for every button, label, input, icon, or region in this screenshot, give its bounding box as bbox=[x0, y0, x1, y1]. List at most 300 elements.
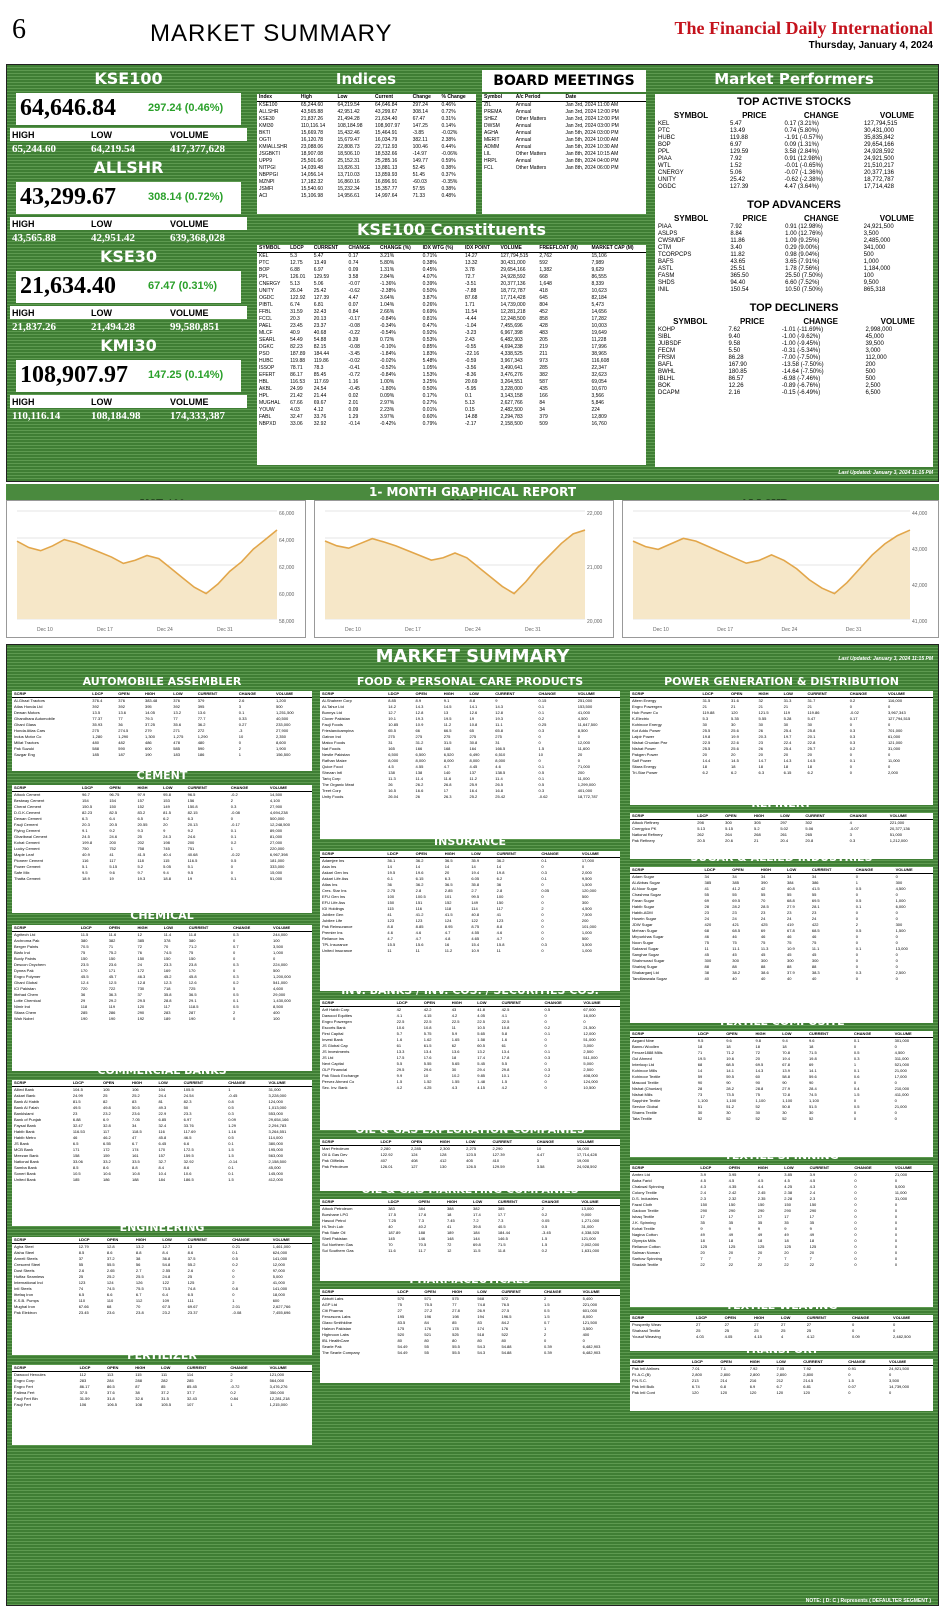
table-cell: 1.04% bbox=[379, 302, 395, 308]
table-cell: Frieslandcampina bbox=[322, 728, 354, 733]
table-cell: 18 bbox=[731, 764, 736, 769]
sector-spinning bbox=[630, 1165, 933, 1307]
table-cell: 6,482,903 bbox=[500, 337, 523, 343]
decliners-title: TOP DECLINERS bbox=[749, 302, 839, 314]
sector-table-transport bbox=[630, 1359, 933, 1396]
table-cell: 11,000 bbox=[577, 776, 590, 781]
column-header: CHANGE bbox=[230, 1237, 270, 1244]
table-cell: 1,100 bbox=[755, 1098, 766, 1103]
table-cell: 19 bbox=[187, 876, 193, 881]
table-cell: 4.47 bbox=[536, 1152, 545, 1157]
table-cell: -0.15 (-6.49%) bbox=[781, 390, 821, 396]
table-cell: 150 bbox=[387, 900, 395, 905]
table-cell: 7.92 bbox=[730, 224, 743, 230]
table-cell: 198 bbox=[452, 1314, 459, 1319]
table-cell: Nagina Cotton bbox=[632, 1232, 658, 1237]
decliner-row bbox=[655, 376, 933, 383]
table-cell: 275 bbox=[388, 734, 395, 739]
column-header: LOW bbox=[467, 691, 493, 698]
table-cell: 297.24 bbox=[412, 102, 428, 108]
table-cell: 13.32 bbox=[464, 260, 478, 266]
index-label: HIGH bbox=[12, 396, 35, 407]
table-cell: 14.4 bbox=[702, 758, 711, 763]
table-cell: Al-Noor Sugar bbox=[632, 886, 658, 891]
table-cell: Cherat Cement bbox=[14, 804, 42, 809]
table-cell: Gadoon Textile bbox=[632, 1208, 659, 1213]
table-cell: 290 bbox=[728, 1208, 736, 1213]
table-cell: 300 bbox=[725, 820, 732, 825]
table-cell: 298 bbox=[697, 820, 704, 825]
table-cell: 395 bbox=[197, 704, 205, 709]
column-header: OPEN bbox=[414, 691, 442, 698]
table-cell: Intl Steels bbox=[14, 1286, 32, 1291]
index-value-box bbox=[16, 271, 241, 303]
table-cell: OLP Financial bbox=[322, 1067, 348, 1072]
table-cell: 18,772,787 bbox=[500, 288, 526, 294]
table-cell: 69.67 bbox=[313, 400, 327, 406]
table-cell: 190 bbox=[80, 1016, 88, 1021]
table-cell: 271 bbox=[173, 728, 180, 733]
table-cell: 0.5 bbox=[544, 1007, 551, 1012]
table-cell: 9.7 bbox=[137, 870, 144, 875]
table-cell: 68.8 bbox=[786, 898, 795, 903]
table-cell: 36.2 bbox=[197, 722, 206, 727]
index-row bbox=[257, 102, 476, 110]
table-cell: 0 bbox=[889, 1390, 892, 1395]
table-cell: 4.2 bbox=[451, 1013, 458, 1018]
table-cell: 1.5 bbox=[501, 1079, 508, 1084]
index-row bbox=[257, 186, 476, 193]
table-cell: 118.5 bbox=[131, 1129, 142, 1134]
table-cell: 54.49 bbox=[397, 1344, 408, 1349]
table-cell: 4.07% bbox=[422, 274, 437, 280]
table-cell: 186 bbox=[197, 752, 205, 757]
table-cell: 500 bbox=[863, 252, 874, 258]
column-header: Change bbox=[411, 94, 440, 102]
table-cell: 4 bbox=[849, 820, 852, 825]
table-cell: Kohinoor Mills bbox=[632, 1068, 658, 1073]
table-cell: 0 bbox=[544, 1085, 547, 1090]
table-cell: 23.45 bbox=[290, 323, 303, 329]
table-cell: 35.6 bbox=[173, 722, 182, 727]
table-cell: 2.16 bbox=[728, 390, 741, 396]
table-cell: 421 bbox=[732, 922, 739, 927]
sector-banks bbox=[12, 1080, 312, 1226]
table-cell: 7.92 bbox=[803, 1366, 812, 1371]
table-cell: 67.47 bbox=[412, 116, 426, 122]
table-cell: 23.2 bbox=[102, 1111, 111, 1116]
table-cell: 2 bbox=[232, 1280, 235, 1285]
table-cell: 24.99 bbox=[72, 1093, 83, 1098]
table-cell: Masood Textile bbox=[632, 1080, 659, 1085]
table-cell: 41.2 bbox=[732, 886, 741, 891]
table-cell: 1,100 bbox=[782, 1098, 793, 1103]
table-cell: 4.35 bbox=[728, 1184, 737, 1189]
table-cell: 3,143,158 bbox=[500, 393, 523, 399]
table-cell: MERIT bbox=[484, 137, 500, 143]
table-cell: 5.80% bbox=[379, 260, 395, 266]
table-cell: -0.42% bbox=[379, 421, 396, 427]
table-cell: 23.45 bbox=[78, 1310, 89, 1315]
table-cell: 2,482,500 bbox=[500, 407, 523, 413]
table-cell: 188 bbox=[131, 1177, 139, 1182]
table-cell: 37.5 bbox=[79, 1390, 88, 1395]
table-cell: 94.40 bbox=[730, 280, 746, 286]
table-cell: 77 bbox=[173, 716, 178, 721]
table-cell: -0.2 bbox=[230, 792, 238, 797]
table-cell: 5.5 bbox=[396, 1061, 403, 1066]
table-cell: 6.9 bbox=[102, 1117, 109, 1122]
table-cell: 75 bbox=[811, 940, 817, 945]
column-header: VOLUME bbox=[579, 1199, 620, 1206]
table-cell: 23.6 bbox=[131, 1111, 140, 1116]
table-cell: 20 bbox=[757, 1250, 763, 1255]
table-cell: 0.3 bbox=[232, 974, 239, 979]
table-cell: 46.2 bbox=[102, 1135, 111, 1140]
table-cell: 23.5 bbox=[80, 962, 89, 967]
table-cell: 125 bbox=[809, 1244, 817, 1249]
table-cell: 2,500 bbox=[583, 1049, 594, 1054]
column-header: LDCP bbox=[288, 245, 312, 253]
table-cell: Kohat Textile bbox=[632, 1226, 655, 1231]
table-cell: Habib Bank bbox=[14, 1129, 35, 1134]
table-cell: 69 bbox=[808, 1062, 814, 1067]
index-value-box bbox=[16, 182, 241, 214]
table-cell: 9.1 bbox=[82, 828, 88, 833]
table-cell: 13.6 bbox=[451, 1049, 460, 1054]
table-cell: NBPXD bbox=[259, 421, 277, 427]
table-cell: -0.59 bbox=[464, 358, 477, 364]
table-cell: 96.7 bbox=[82, 792, 90, 797]
table-cell: 117 bbox=[102, 1129, 110, 1134]
table-cell: 50.8 bbox=[782, 1104, 790, 1109]
table-cell: 0 bbox=[238, 740, 241, 745]
table-cell: 11 bbox=[387, 948, 392, 953]
table-cell: 26.5 bbox=[495, 782, 504, 787]
table-cell: 210,000 bbox=[894, 1086, 910, 1091]
index-labels bbox=[10, 395, 247, 408]
table-cell: 5.55 bbox=[758, 716, 767, 721]
table-cell: 117 bbox=[496, 906, 504, 911]
table-cell: 221,000 bbox=[582, 1302, 598, 1307]
table-cell: 30 bbox=[702, 722, 707, 727]
table-cell: 10.8 bbox=[469, 722, 478, 727]
table-cell: 0.1 bbox=[849, 758, 856, 763]
constituent-row bbox=[257, 365, 646, 372]
board-meetings-panel bbox=[482, 94, 646, 214]
table-cell: 12,000 bbox=[272, 1262, 285, 1267]
table-cell: 17,282 bbox=[591, 316, 607, 322]
table-cell: 28.1 bbox=[811, 904, 820, 909]
table-cell: 167.90 bbox=[728, 362, 747, 368]
table-cell: 39,500 bbox=[865, 341, 884, 347]
table-cell: Jan 3rd, 2024 12:00 PM bbox=[565, 116, 619, 122]
table-cell: 383 bbox=[388, 1206, 395, 1211]
table-cell: 4.65 bbox=[471, 936, 480, 941]
table-cell: 21,000 bbox=[894, 1172, 908, 1177]
table-cell: 5.1 bbox=[187, 864, 194, 869]
table-cell: 20.4 bbox=[780, 838, 789, 843]
table-cell: 26.9 bbox=[477, 1308, 486, 1313]
column-header: HIGH bbox=[130, 1080, 156, 1087]
table-cell: 1.5 bbox=[848, 1378, 854, 1383]
index-label: HIGH bbox=[12, 129, 35, 140]
table-cell: 9.6 bbox=[726, 1038, 732, 1043]
table-cell: 121.5 bbox=[758, 710, 769, 715]
table-cell: 0.3 bbox=[849, 838, 856, 843]
table-cell: Al-Ghazi Tractors bbox=[14, 698, 45, 703]
table-cell: 47 bbox=[131, 1135, 137, 1140]
table-cell: 37.9 bbox=[786, 970, 795, 975]
table-cell: 33.76 bbox=[183, 1123, 194, 1128]
table-cell: 82,184 bbox=[591, 295, 607, 301]
table-cell: 7 bbox=[784, 1256, 787, 1261]
table-cell: -7.88 bbox=[464, 288, 477, 294]
table-cell: 0 bbox=[230, 864, 234, 869]
table-cell: 9.4 bbox=[782, 1038, 788, 1043]
table-cell: 54.3 bbox=[477, 1350, 486, 1355]
meeting-row bbox=[482, 109, 646, 116]
table-cell: 30 bbox=[808, 1110, 814, 1115]
active-row bbox=[655, 128, 933, 135]
table-cell: 2,294,783 bbox=[500, 414, 523, 420]
table-cell: 17,996 bbox=[591, 344, 607, 350]
column-header: CURRENT bbox=[810, 867, 854, 874]
table-cell: -14.97 bbox=[412, 151, 427, 157]
table-cell: 20 bbox=[702, 752, 707, 757]
table-cell: 69.5 bbox=[732, 898, 741, 903]
table-cell: Annual bbox=[515, 102, 532, 108]
table-cell: -0.02 bbox=[348, 358, 360, 364]
table-cell: 12,000 bbox=[583, 1031, 596, 1036]
table-cell: 146.5 bbox=[497, 1236, 508, 1241]
table-cell: 59.6 bbox=[808, 1074, 817, 1079]
table-cell: 9.5 bbox=[187, 870, 194, 875]
column-header: VOLUME bbox=[267, 1080, 312, 1087]
table-cell: 288 bbox=[135, 1378, 142, 1383]
table-cell: 0 bbox=[849, 752, 852, 757]
column-header: HIGH bbox=[752, 1315, 779, 1322]
table-cell: 7.92 bbox=[730, 156, 742, 162]
table-cell: 2.35 bbox=[757, 1196, 766, 1201]
header-row bbox=[655, 316, 933, 327]
table-cell: Indus Motor Co bbox=[14, 734, 42, 739]
table-cell: 21,000 bbox=[894, 1068, 907, 1073]
index-label: VOLUME bbox=[170, 307, 209, 318]
table-cell: Archroma Pak bbox=[14, 938, 40, 943]
table-cell: 127.39 bbox=[730, 184, 749, 190]
table-cell: 21,500 bbox=[583, 1025, 596, 1030]
table-cell: 10.9 bbox=[471, 948, 480, 953]
table-cell: 32.92 bbox=[183, 1159, 194, 1164]
table-cell: 1.6 bbox=[396, 1037, 403, 1042]
table-cell: 0 bbox=[855, 952, 859, 957]
sector-title-textile: TEXTILE COMPOSITE bbox=[718, 1015, 845, 1028]
table-cell: 5.13 bbox=[290, 281, 300, 287]
table-cell: 19,000 bbox=[576, 1158, 590, 1163]
table-cell: 149 bbox=[471, 900, 479, 905]
table-cell: 6.74 bbox=[691, 1384, 700, 1389]
table-cell: 39.8 bbox=[473, 1224, 481, 1229]
table-cell: 18 bbox=[726, 1044, 731, 1049]
table-cell: Saif Power bbox=[632, 758, 652, 763]
table-cell: 1,000 bbox=[863, 259, 879, 265]
table-cell: 10 bbox=[538, 752, 543, 757]
table-cell: 25.6 bbox=[731, 746, 739, 751]
table-cell: 0 bbox=[541, 864, 544, 869]
table-cell: 0.38% bbox=[441, 165, 456, 171]
table-cell: 20.1 bbox=[807, 734, 816, 739]
table-cell: 49 bbox=[728, 1232, 734, 1237]
table-cell: 20 bbox=[784, 1250, 789, 1255]
column-header: CHANGE bbox=[846, 1359, 887, 1366]
table-cell: 122 bbox=[471, 918, 479, 923]
table-cell: 82.3 bbox=[183, 1099, 192, 1104]
table-cell: 11.3 bbox=[388, 776, 396, 781]
table-cell: 90 bbox=[726, 1080, 731, 1085]
table-cell: 112 bbox=[135, 1298, 143, 1303]
column-header: CURRENT bbox=[493, 691, 536, 698]
table-cell: 522 bbox=[501, 1332, 509, 1337]
table-cell: 23 bbox=[760, 910, 766, 915]
indices-table bbox=[257, 94, 476, 200]
table-cell: 13,000 bbox=[581, 1206, 594, 1211]
table-cell: 19.5 bbox=[697, 1056, 706, 1061]
table-cell: 385 bbox=[137, 938, 145, 943]
constituent-row bbox=[257, 330, 646, 337]
top-updated-note: Last Updated: January 3, 2024 11:15 PM bbox=[838, 470, 933, 476]
x-tick-label: Dec 10 bbox=[345, 627, 361, 633]
x-tick-label: Dec 24 bbox=[781, 627, 798, 633]
table-cell: 20.3 bbox=[758, 734, 767, 739]
table-cell: 14,739,000 bbox=[889, 1384, 910, 1389]
table-cell: 17.7 bbox=[497, 1212, 506, 1217]
table-cell: 350,000 bbox=[269, 1390, 285, 1395]
table-cell: 2.38% bbox=[441, 137, 456, 143]
table-cell: 124 bbox=[444, 918, 452, 923]
table-cell: 14,500 bbox=[269, 792, 283, 797]
table-cell: 21 bbox=[754, 838, 759, 843]
table-cell: 282 bbox=[161, 1378, 168, 1383]
table-cell: 750 bbox=[82, 846, 89, 851]
table-cell: 123 bbox=[387, 918, 395, 923]
index-label: LOW bbox=[91, 396, 112, 407]
table-cell: 3 bbox=[238, 704, 241, 709]
table-cell: 7.1 bbox=[720, 1366, 726, 1371]
index-stat: 42,951.42 bbox=[91, 232, 135, 244]
column-header: CHANGE bbox=[848, 813, 888, 820]
table-cell: 70 bbox=[163, 944, 169, 949]
table-cell: 0.17 bbox=[348, 253, 359, 259]
table-cell: Other Matters bbox=[515, 165, 547, 171]
table-cell: 4.45 bbox=[469, 764, 478, 769]
table-cell: 100 bbox=[273, 1016, 280, 1021]
table-cell: 6.81 bbox=[803, 1384, 812, 1389]
table-cell: 9 bbox=[700, 1226, 703, 1231]
table-cell: 7.3 bbox=[497, 1218, 504, 1223]
table-cell: Fauji Fert Bin bbox=[14, 1396, 38, 1401]
table-cell: 119.88 bbox=[290, 358, 306, 364]
table-cell: 0 bbox=[894, 1250, 898, 1255]
table-cell: 6.15 bbox=[415, 876, 424, 881]
table-cell: 0.17 bbox=[849, 716, 858, 721]
table-cell: 11,000 bbox=[894, 1190, 907, 1195]
table-cell: 3.21% bbox=[379, 253, 395, 259]
table-cell: 0.2 bbox=[849, 698, 856, 703]
table-cell: 198 bbox=[163, 840, 170, 845]
table-cell: 138 bbox=[388, 770, 395, 775]
table-cell: 114 bbox=[471, 906, 478, 911]
column-header: Current bbox=[373, 94, 411, 102]
column-header: CHANGE bbox=[852, 1165, 893, 1172]
table-cell: -0.10% bbox=[379, 344, 396, 350]
table-cell: 25 bbox=[78, 1274, 84, 1279]
table-cell: 211 bbox=[539, 351, 548, 357]
table-cell: 54.88 bbox=[313, 337, 327, 343]
table-cell: 435 bbox=[539, 386, 548, 392]
table-cell: Ferozsons Labs bbox=[322, 1314, 351, 1319]
table-cell: 6.2 bbox=[496, 876, 503, 881]
table-cell: 23 bbox=[758, 740, 763, 745]
table-cell: Askari Gen Ins bbox=[322, 870, 349, 875]
table-cell: Dewan Motors bbox=[14, 710, 40, 715]
column-header: VOLUME bbox=[893, 1165, 933, 1172]
table-cell: 150 bbox=[108, 956, 116, 961]
table-cell: Honda Atlas Cars bbox=[14, 728, 46, 733]
table-cell: 6.7 bbox=[776, 1384, 783, 1389]
table-cell: 41 bbox=[109, 852, 114, 857]
table-cell: 67.8 bbox=[786, 928, 795, 933]
table-cell: 7.05 bbox=[131, 1117, 140, 1122]
table-cell: 0 bbox=[894, 1262, 898, 1267]
table-cell: 0 bbox=[544, 1013, 547, 1018]
table-cell: 0.3 bbox=[541, 870, 547, 875]
table-cell: 8.6 bbox=[106, 1250, 113, 1255]
table-cell: 30.8 bbox=[469, 740, 478, 745]
table-cell: 13.9 bbox=[782, 1068, 790, 1073]
table-cell: 23.6 bbox=[108, 962, 117, 967]
table-cell: FECM bbox=[658, 348, 675, 354]
table-cell: 290 bbox=[757, 1208, 765, 1213]
table-cell: 40.2 bbox=[418, 1224, 427, 1229]
table-cell: AKBL bbox=[259, 386, 272, 392]
table-cell: 14 bbox=[471, 864, 476, 869]
table-cell: 275 bbox=[92, 728, 99, 733]
table-cell: IGI Holdings bbox=[322, 906, 345, 911]
column-header: PRICE bbox=[739, 317, 765, 326]
table-cell: 43 bbox=[451, 1007, 457, 1012]
table-cell: 29.5 bbox=[137, 998, 146, 1003]
sector-title-sugar: SUGAR & ALLIED INDUSTRIES bbox=[690, 851, 873, 864]
table-cell: 1,000 bbox=[581, 930, 592, 935]
table-cell: 5.65 bbox=[451, 1061, 460, 1066]
scrip-row bbox=[12, 752, 312, 758]
index-value: 108,907.97 bbox=[20, 362, 128, 388]
table-cell: 105.5 bbox=[183, 1087, 194, 1092]
table-cell: 31.8 bbox=[107, 1396, 115, 1401]
table-cell: 14,739,000 bbox=[500, 302, 526, 308]
table-cell: Reliance Ins bbox=[322, 936, 345, 941]
table-cell: 10.1 bbox=[501, 1073, 510, 1078]
table-cell: 7,455,696 bbox=[500, 323, 523, 329]
table-cell: Pak Suzuki bbox=[14, 746, 35, 751]
table-cell: 14 bbox=[496, 864, 502, 869]
table-cell: 70 bbox=[388, 1242, 393, 1247]
table-cell: JS Bank bbox=[14, 1141, 29, 1146]
column-header: CHANGE bbox=[852, 1031, 893, 1038]
table-cell: 35.9 bbox=[471, 858, 480, 863]
table-cell: 49.5 bbox=[72, 1105, 81, 1110]
